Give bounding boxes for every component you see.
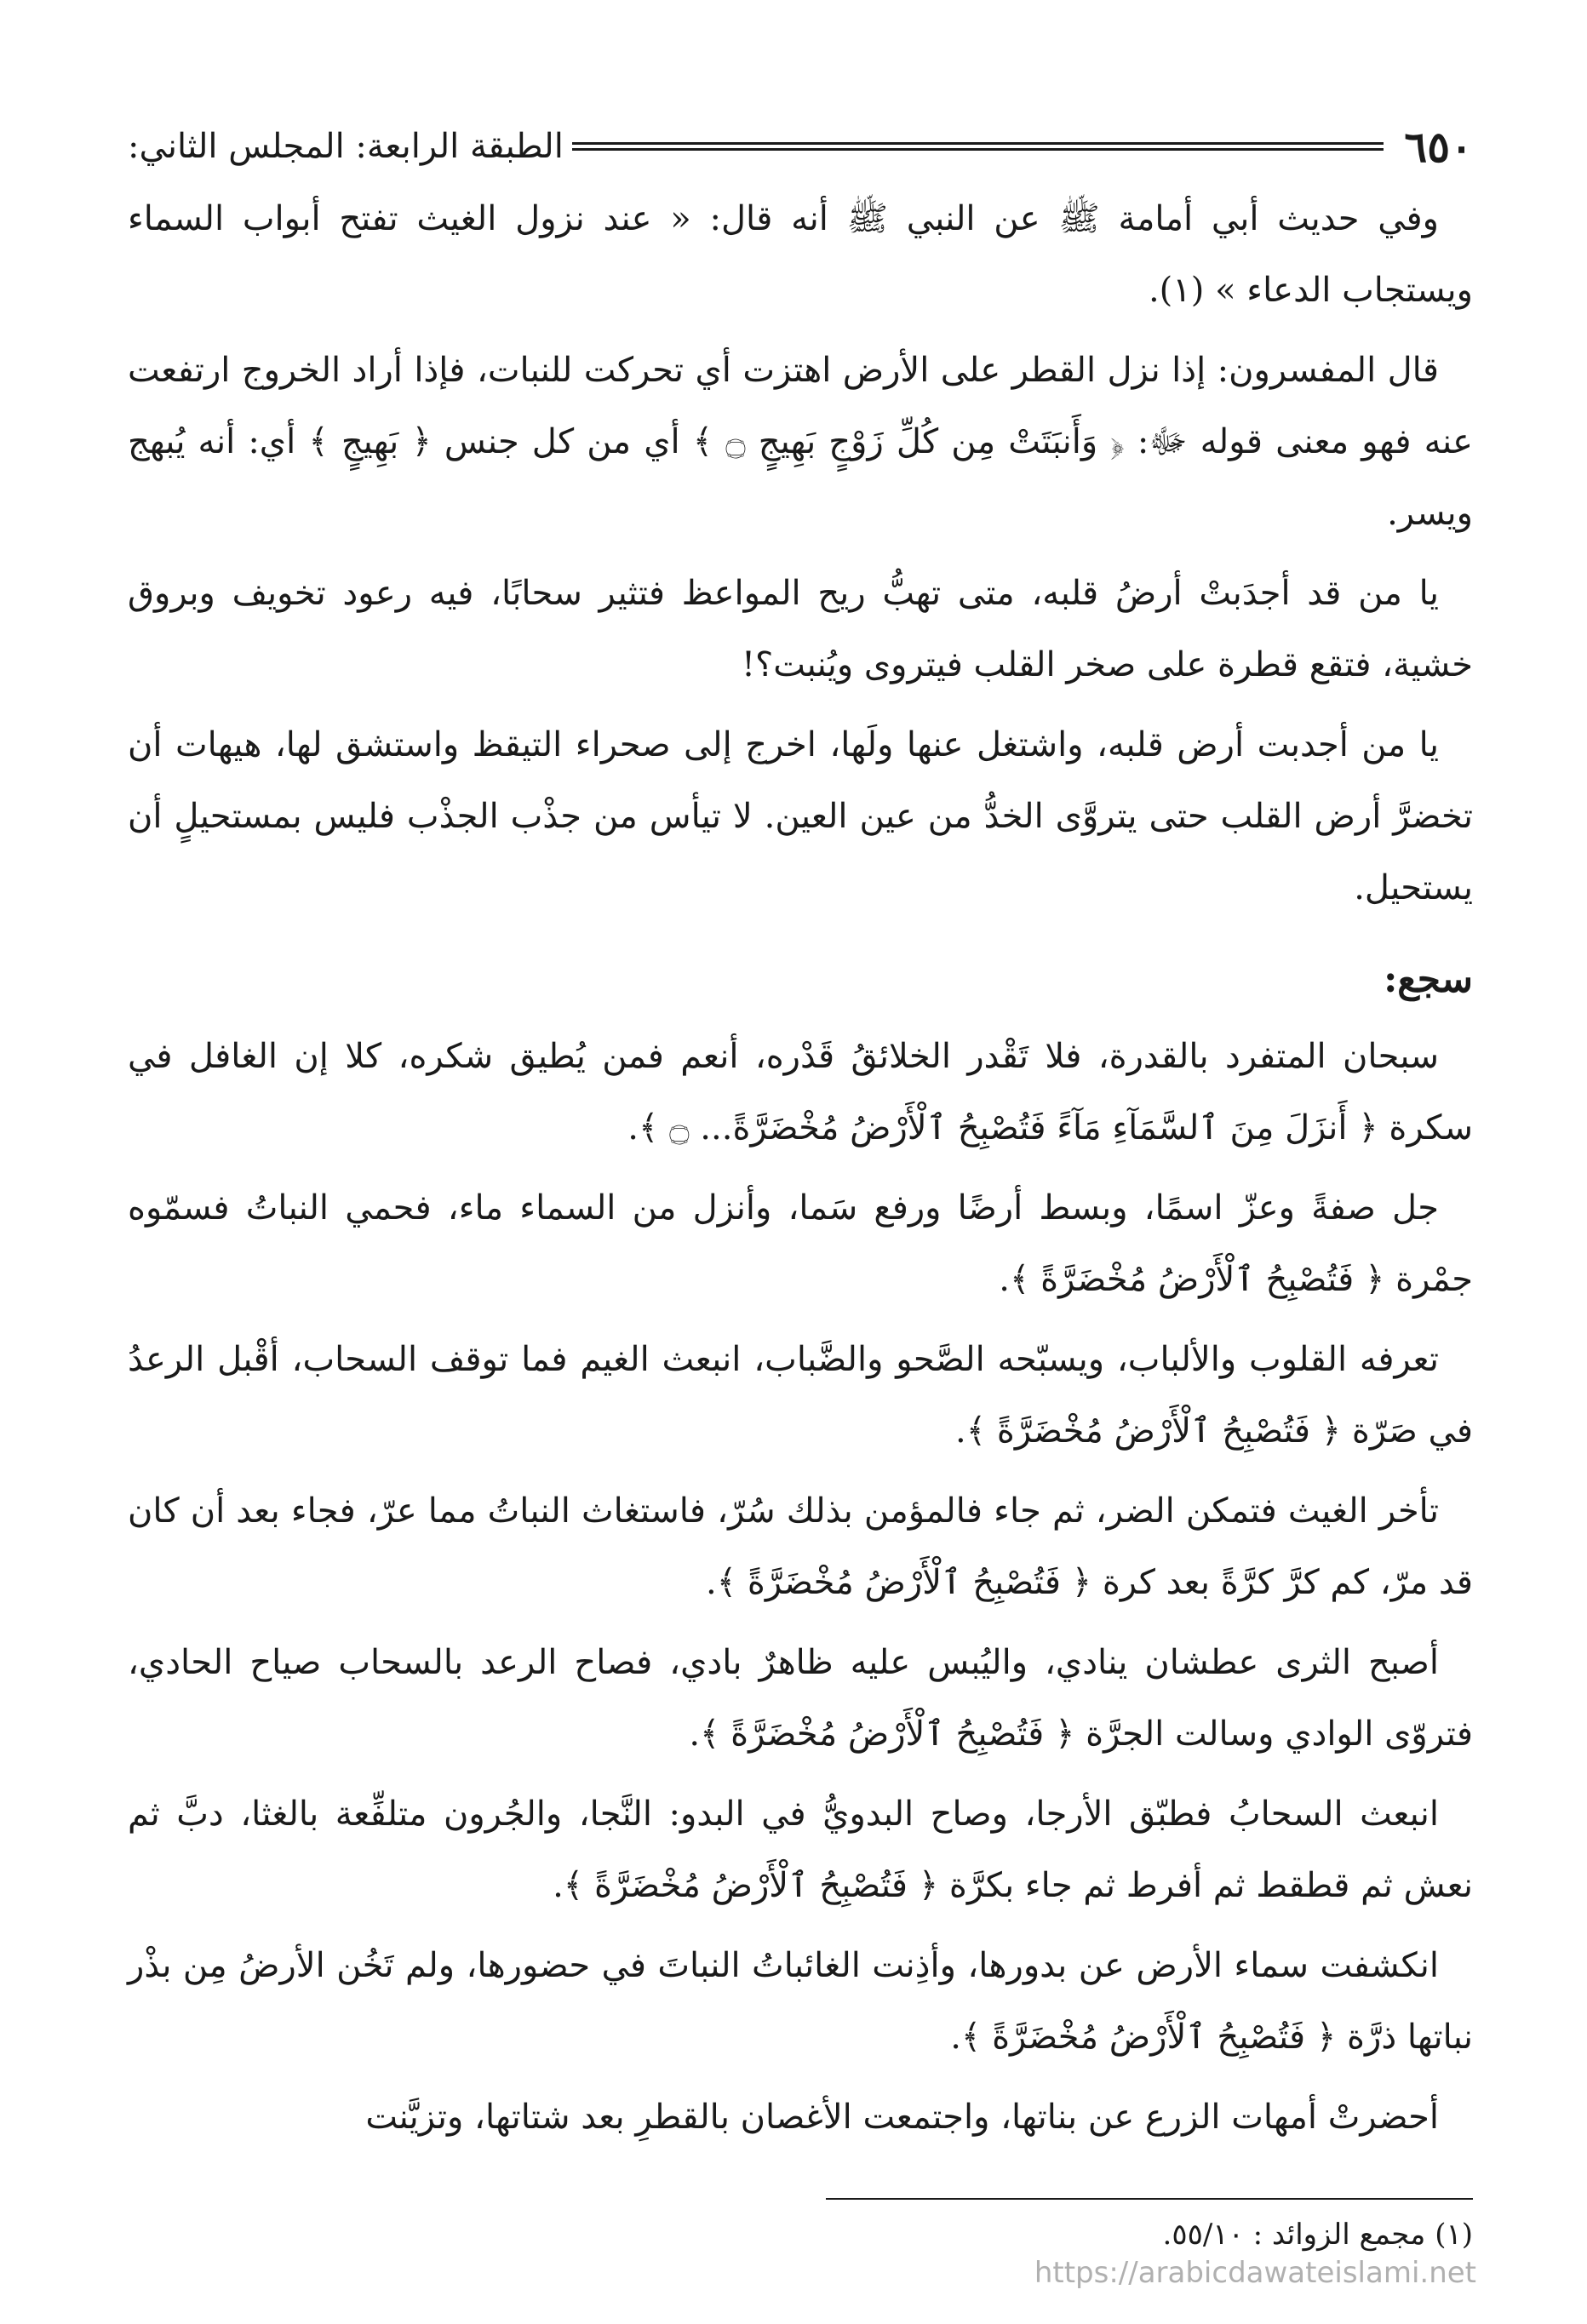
saj-paragraph: أحضرتْ أمهات الزرع عن بناتها، واجتمعت الأغصان بالقطرِ بعد شتاتها، وتزيَّنت bbox=[365, 2098, 1439, 2137]
page-header bbox=[128, 119, 1473, 174]
main-text bbox=[128, 183, 1473, 2161]
saj-paragraph: أصبح الثرى عطشان ينادي، واليُبس عليه ظاهرٌ بادي، فصاح الرعد بالسحاب صياح الحادي، فتروّى الوادي وسالت الجرَّة ﴿ فَتُصْبِحُ ٱلْأَرْضُ مُخْضَرَّةً ﴾. bbox=[128, 1643, 1473, 1754]
paragraph: يا من أجدبت أرض قلبه، واشتغل عنها ولَها، اخرج إلى صحراء التيقظ واستشق لها، هيهات أن تخضرَّ أرض القلب حتى يتروَّى الخدُّ من عين العين. لا تيأس من جذْب الجذْب فليس بمستحيلٍ أن يستحيل. bbox=[128, 725, 1473, 907]
saj-paragraph: جل صفةً وعزّ اسمًا، وبسط أرضًا ورفع سَما، وأنزل من السماء ماء، فحمي النباتُ فسمّوه جمْرة ﴿ فَتُصْبِحُ ٱلْأَرْضُ مُخْضَرَّةً ﴾. bbox=[128, 1188, 1473, 1299]
running-title: الطبقة الرابعة: المجلس الثاني: bbox=[128, 127, 564, 166]
saj-paragraph: انبعث السحابُ فطبّق الأرجا، وصاح البدويُّ في البدو: النَّجا، والجُرون متلفِّعة بالغثا، دبَّ ثم نعش ثم قطقط ثم أفرط ثم جاء بكرَّة ﴿ فَتُصْبِحُ ٱلْأَرْضُ مُخْضَرَّةً ﴾. bbox=[128, 1795, 1473, 1905]
footnote: (١) مجمع الزوائد : ٥٥/١٠. bbox=[1162, 2218, 1473, 2252]
page-number: ٦٥٠ bbox=[1404, 121, 1473, 172]
saj-paragraph: تأخر الغيث فتمكن الضر، ثم جاء فالمؤمن بذلك سُرّ، فاستغاث النباتُ مما عرّ، فجاء بعد أن كان قد مرّ، كم كرَّ كرَّةً بعد كرة ﴿ فَتُصْبِحُ ٱلْأَرْضُ مُخْضَرَّةً ﴾. bbox=[128, 1491, 1473, 1602]
paragraph: يا من قد أجدَبتْ أرضُ قلبه، متى تهبُّ ريح المواعظ فتثير سحابًا، فيه رعود تخويف وبروق خشية، فتقع قطرة على صخر القلب فيتروى ويُنبت؟! bbox=[128, 574, 1473, 684]
watermark-url: https://arabicdawateislami.net bbox=[1034, 2256, 1476, 2290]
footnote-separator bbox=[826, 2198, 1473, 2200]
header-double-rule bbox=[572, 142, 1384, 151]
paragraph: قال المفسرون: إذا نزل القطر على الأرض اهتزت أي تحركت للنبات، فإذا أراد الخروج ارتفعت عنه فهو معنى قوله ﷻ: ﴿ وَأَنبَتَتْ مِن كُلِّ زَوْجٍ بَهِيجٍ ۝ ﴾ أي من كل جنس ﴿ بَهِيجٍ ﴾ أي: أنه يُبهج ويسر. bbox=[128, 351, 1473, 533]
saj-paragraph: انكشفت سماء الأرض عن بدورها، وأذِنت الغائباتُ النباتَ في حضورها، ولم تَخُن الأرضُ مِن بذْر نباتها ذرَّة ﴿ فَتُصْبِحُ ٱلْأَرْضُ مُخْضَرَّةً ﴾. bbox=[128, 1946, 1473, 2057]
saj-paragraph: تعرفه القلوب والألباب، ويسبّحه الصَّحو والضَّباب، انبعث الغيم فما توقف السحاب، أقْبل الرعدُ في صَرّة ﴿ فَتُصْبِحُ ٱلْأَرْضُ مُخْضَرَّةً ﴾. bbox=[128, 1340, 1473, 1451]
paragraph: وفي حديث أبي أمامة ﷺ عن النبي ﷺ أنه قال: « عند نزول الغيث تفتح أبواب السماء ويستجاب الدعاء » (١). bbox=[128, 199, 1473, 310]
section-heading: سجع: bbox=[1384, 958, 1473, 1001]
saj-paragraph: سبحان المتفرد بالقدرة، فلا تَقْدر الخلائقُ قَدْره، أنعم فمن يُطيق شكره، كلا إن الغافل في سكرة ﴿ أَنزَلَ مِنَ ٱلسَّمَآءِ مَآءً فَتُصْبِحُ ٱلْأَرْضُ مُخْضَرَّةً... ۝ ﴾. bbox=[128, 1037, 1473, 1148]
